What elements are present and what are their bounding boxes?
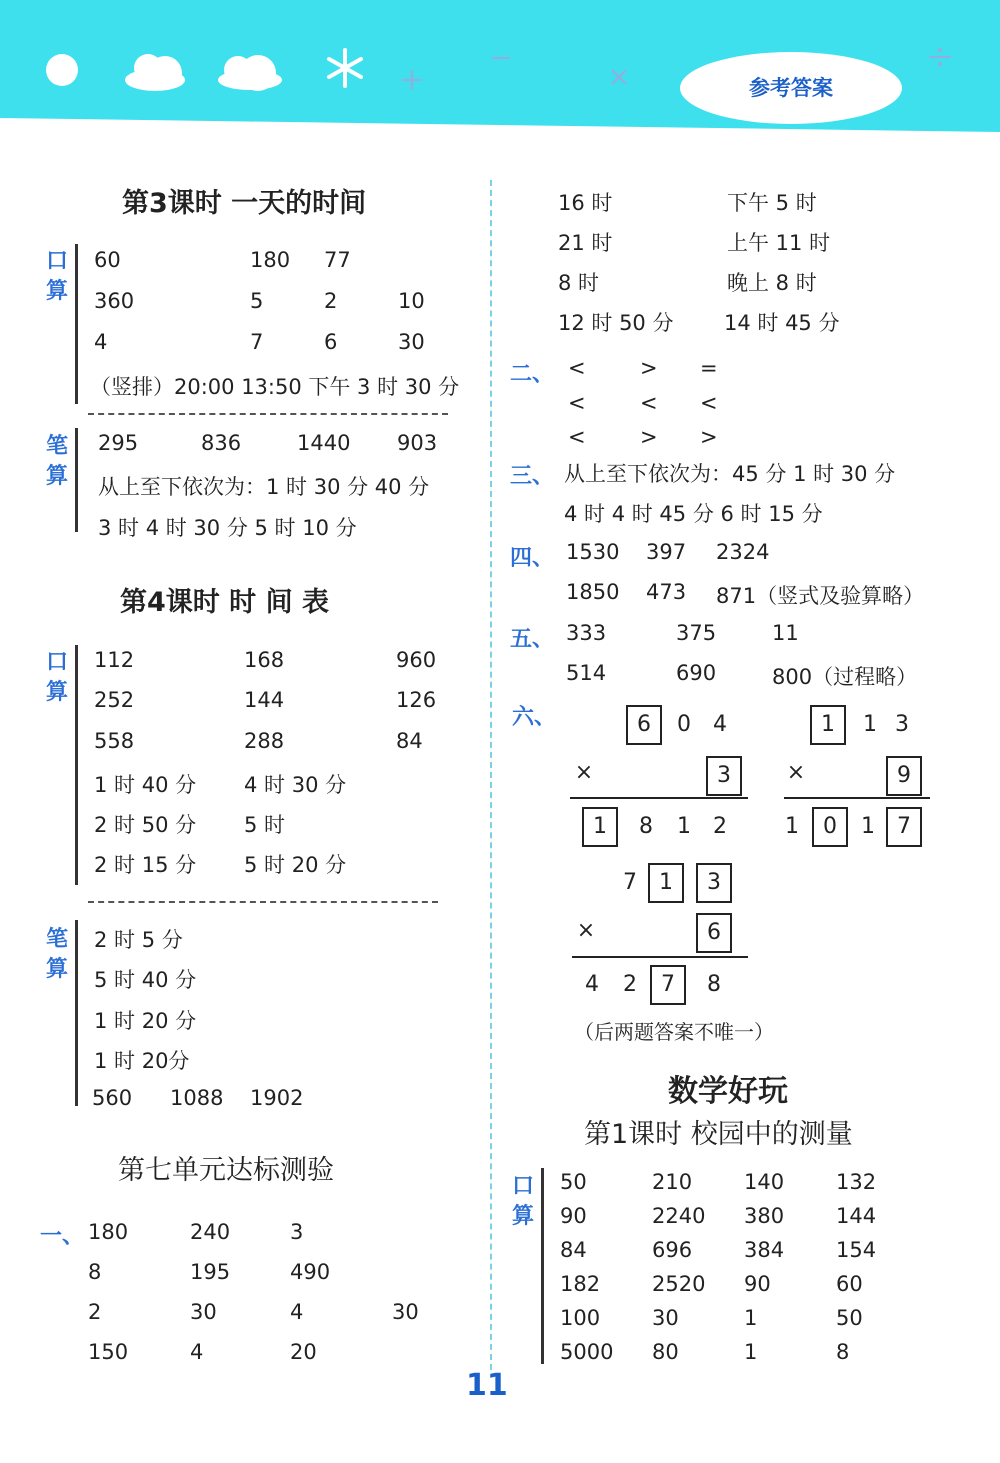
cell: > — [640, 425, 658, 449]
cell: 50 — [836, 1306, 863, 1330]
lesson4-bisuan-label — [44, 925, 70, 985]
cell: 871（竖式及验算略） — [716, 584, 925, 608]
cell: 690 — [676, 661, 717, 685]
cell: 5000 — [560, 1340, 614, 1364]
digit-box: 3 — [696, 863, 732, 903]
times-sign: × — [574, 760, 594, 785]
cell: 195 — [190, 1260, 231, 1284]
section-bar — [541, 1168, 544, 1364]
cell: 384 — [744, 1238, 785, 1262]
cell: 2 — [324, 289, 338, 313]
cell-line: 从上至下依次为：45 分 1 时 30 分 — [564, 462, 896, 486]
cell: 140 — [744, 1170, 785, 1194]
cell: 16 时 — [558, 191, 613, 215]
cell: 800（过程略） — [772, 665, 918, 689]
cell: 1440 — [297, 431, 351, 455]
cell: 60 — [836, 1272, 863, 1296]
cell: 1902 — [250, 1086, 304, 1110]
cell: 2240 — [652, 1204, 706, 1228]
lesson3-kousuan-label — [44, 247, 70, 307]
cell: 5 — [250, 289, 264, 313]
snowflake-icon — [329, 50, 361, 86]
digit: 1 — [863, 712, 877, 737]
cell: 288 — [244, 729, 285, 753]
cell-line: 1 时 20 分 — [94, 1009, 197, 1033]
cloud-icon — [125, 54, 185, 91]
digit: 0 — [677, 712, 691, 737]
digit: 1 — [861, 814, 875, 839]
fun-subtitle: 第1课时 校园中的测量 — [584, 1119, 853, 1150]
cell: 晚上 8 时 — [727, 271, 817, 295]
cell: 2 时 50 分 — [94, 813, 197, 837]
cell: 180 — [250, 248, 291, 272]
cell-line: 5 时 40 分 — [94, 968, 197, 992]
fun-title: 数学好玩 — [668, 1074, 788, 1109]
cell: 333 — [566, 621, 607, 645]
cell-line: 2 时 5 分 — [94, 928, 183, 952]
cell: 154 — [836, 1238, 877, 1262]
digit: 7 — [623, 870, 637, 895]
digit: 8 — [639, 814, 653, 839]
cell: 84 — [560, 1238, 587, 1262]
label-char: 算 — [45, 957, 68, 982]
unit-test-title: 第七单元达标测验 — [118, 1155, 334, 1186]
digit: 8 — [707, 972, 721, 997]
cell: 295 — [98, 431, 139, 455]
cell: 560 — [92, 1086, 133, 1110]
cell: 2324 — [716, 540, 770, 564]
divide-icon — [925, 42, 955, 72]
cell: > — [700, 425, 718, 449]
digit-box: 6 — [696, 913, 732, 953]
cell: 60 — [94, 248, 121, 272]
times-sign: × — [786, 760, 806, 785]
digit-box: 3 — [706, 756, 742, 796]
digit-box: 6 — [626, 705, 662, 745]
section-label-4: 四、 — [510, 546, 555, 571]
answer-note: （后两题答案不唯一） — [574, 1020, 774, 1044]
cell: 903 — [397, 431, 438, 455]
cell-line: 1 时 20分 — [94, 1049, 190, 1073]
cell: 20 — [290, 1340, 317, 1364]
cell: < — [640, 391, 658, 415]
lesson3-title: 第3课时 一天的时间 — [122, 188, 367, 219]
digit-box: 7 — [886, 807, 922, 847]
cell: 4 — [94, 330, 108, 354]
digit: 1 — [677, 814, 691, 839]
cell: 100 — [560, 1306, 601, 1330]
weather-icons — [40, 40, 640, 120]
section-label-1: 一、 — [40, 1224, 85, 1249]
sun-icon — [46, 54, 78, 86]
cell: 126 — [396, 688, 437, 712]
cell: < — [700, 391, 718, 415]
cell: 30 — [190, 1300, 217, 1324]
product-line — [572, 956, 748, 958]
digit: 2 — [713, 814, 727, 839]
digit: 1 — [785, 814, 799, 839]
times-sign: × — [576, 918, 596, 943]
cell-line: 3 时 4 时 30 分 5 时 10 分 — [98, 516, 357, 540]
cell: 77 — [324, 248, 351, 272]
lesson3-bisuan-label — [44, 432, 70, 492]
cell: 30 — [392, 1300, 419, 1324]
cell: 112 — [94, 648, 135, 672]
section-bar — [75, 244, 78, 404]
cell: 514 — [566, 661, 607, 685]
dashed-separator — [88, 413, 448, 415]
cell: 132 — [836, 1170, 877, 1194]
cell: 8 时 — [558, 271, 600, 295]
section-bar — [75, 645, 78, 885]
cell: 240 — [190, 1220, 231, 1244]
label-char: 算 — [45, 680, 68, 705]
cell: 375 — [676, 621, 717, 645]
digit: 4 — [713, 712, 727, 737]
section-bar — [75, 428, 78, 532]
cell: < — [568, 391, 586, 415]
digit-box: 0 — [812, 807, 848, 847]
cell: 1088 — [170, 1086, 224, 1110]
column-divider — [490, 180, 492, 1370]
cell: 1 — [744, 1340, 758, 1364]
cell: 2 — [88, 1300, 102, 1324]
section-label-5: 五、 — [510, 627, 555, 652]
cell: 10 — [398, 289, 425, 313]
cell: 14 时 45 分 — [724, 311, 840, 335]
lesson4-kousuan-label — [44, 648, 70, 708]
cell: 3 — [290, 1220, 304, 1244]
page-number: 11 — [466, 1368, 508, 1403]
product-line — [570, 797, 748, 799]
cell: 30 — [652, 1306, 679, 1330]
cell: 960 — [396, 648, 437, 672]
label-char: 笔 — [45, 434, 68, 459]
cell: 12 时 50 分 — [558, 311, 674, 335]
cell: 696 — [652, 1238, 693, 1262]
cell: 1 — [744, 1306, 758, 1330]
digit: 3 — [895, 712, 909, 737]
cell: 836 — [201, 431, 242, 455]
label-char: 算 — [45, 464, 68, 489]
cell: 8 — [836, 1340, 850, 1364]
answer-badge — [680, 52, 902, 124]
cell: 4 — [290, 1300, 304, 1324]
cell: < — [568, 356, 586, 380]
label-char: 笔 — [45, 927, 68, 952]
cell-line: 从上至下依次为：1 时 30 分 40 分 — [98, 475, 430, 499]
digit: 4 — [585, 972, 599, 997]
digit-box: 1 — [582, 807, 618, 847]
cell: 下午 5 时 — [727, 191, 817, 215]
cell: 397 — [646, 540, 687, 564]
digit-box: 9 — [886, 756, 922, 796]
cell: 50 — [560, 1170, 587, 1194]
cell: 473 — [646, 580, 687, 604]
cell: 30 — [398, 330, 425, 354]
cell: 90 — [560, 1204, 587, 1228]
cell: 180 — [88, 1220, 129, 1244]
cell: 2520 — [652, 1272, 706, 1296]
rain-cloud-icon — [218, 55, 282, 91]
cell-line: 4 时 4 时 45 分 6 时 15 分 — [564, 502, 823, 526]
section-bar — [75, 920, 78, 1106]
cell: 90 — [744, 1272, 771, 1296]
fun-kousuan-label — [510, 1172, 536, 1232]
cell: 上午 11 时 — [727, 231, 831, 255]
cell: 380 — [744, 1204, 785, 1228]
label-char: 口 — [511, 1174, 534, 1199]
label-char: 口 — [45, 249, 68, 274]
cell: 84 — [396, 729, 423, 753]
cell: 1850 — [566, 580, 620, 604]
cell: 4 — [190, 1340, 204, 1364]
cell: 168 — [244, 648, 285, 672]
label-char: 算 — [45, 279, 68, 304]
cell: 1530 — [566, 540, 620, 564]
cell: 182 — [560, 1272, 601, 1296]
cell: 5 时 — [244, 813, 286, 837]
cell: 21 时 — [558, 231, 613, 255]
cell: 490 — [290, 1260, 331, 1284]
section-label-2: 二、 — [510, 362, 555, 387]
cell: < — [568, 425, 586, 449]
cell: 80 — [652, 1340, 679, 1364]
section-label-3: 三、 — [510, 464, 555, 489]
cell-line: （竖排）20:00 13:50 下午 3 时 30 分 — [90, 375, 460, 399]
label-char: 口 — [45, 650, 68, 675]
cell: 144 — [244, 688, 285, 712]
cell: 558 — [94, 729, 135, 753]
cell: > — [640, 356, 658, 380]
cell: 4 时 30 分 — [244, 773, 347, 797]
cell: 252 — [94, 688, 135, 712]
lesson4-title: 第4课时 时 间 表 — [120, 587, 329, 618]
label-char: 算 — [511, 1204, 534, 1229]
multiply-icon — [612, 70, 626, 84]
section-label-6: 六、 — [512, 705, 557, 730]
digit-box: 1 — [810, 705, 846, 745]
cell: 6 — [324, 330, 338, 354]
dashed-separator — [88, 901, 438, 903]
digit-box: 7 — [650, 965, 686, 1005]
cell: 144 — [836, 1204, 877, 1228]
cell: = — [700, 356, 718, 380]
answer-badge-label: 参考答案 — [749, 76, 833, 100]
cell: 1 时 40 分 — [94, 773, 197, 797]
cell: 2 时 15 分 — [94, 853, 197, 877]
digit-box: 1 — [648, 863, 684, 903]
digit: 2 — [623, 972, 637, 997]
cell: 150 — [88, 1340, 129, 1364]
cell: 210 — [652, 1170, 693, 1194]
plus-icon — [402, 70, 422, 90]
cell: 11 — [772, 621, 799, 645]
cell: 8 — [88, 1260, 102, 1284]
product-line — [784, 797, 930, 799]
cell: 360 — [94, 289, 135, 313]
cell: 7 — [250, 330, 264, 354]
cell: 5 时 20 分 — [244, 853, 347, 877]
